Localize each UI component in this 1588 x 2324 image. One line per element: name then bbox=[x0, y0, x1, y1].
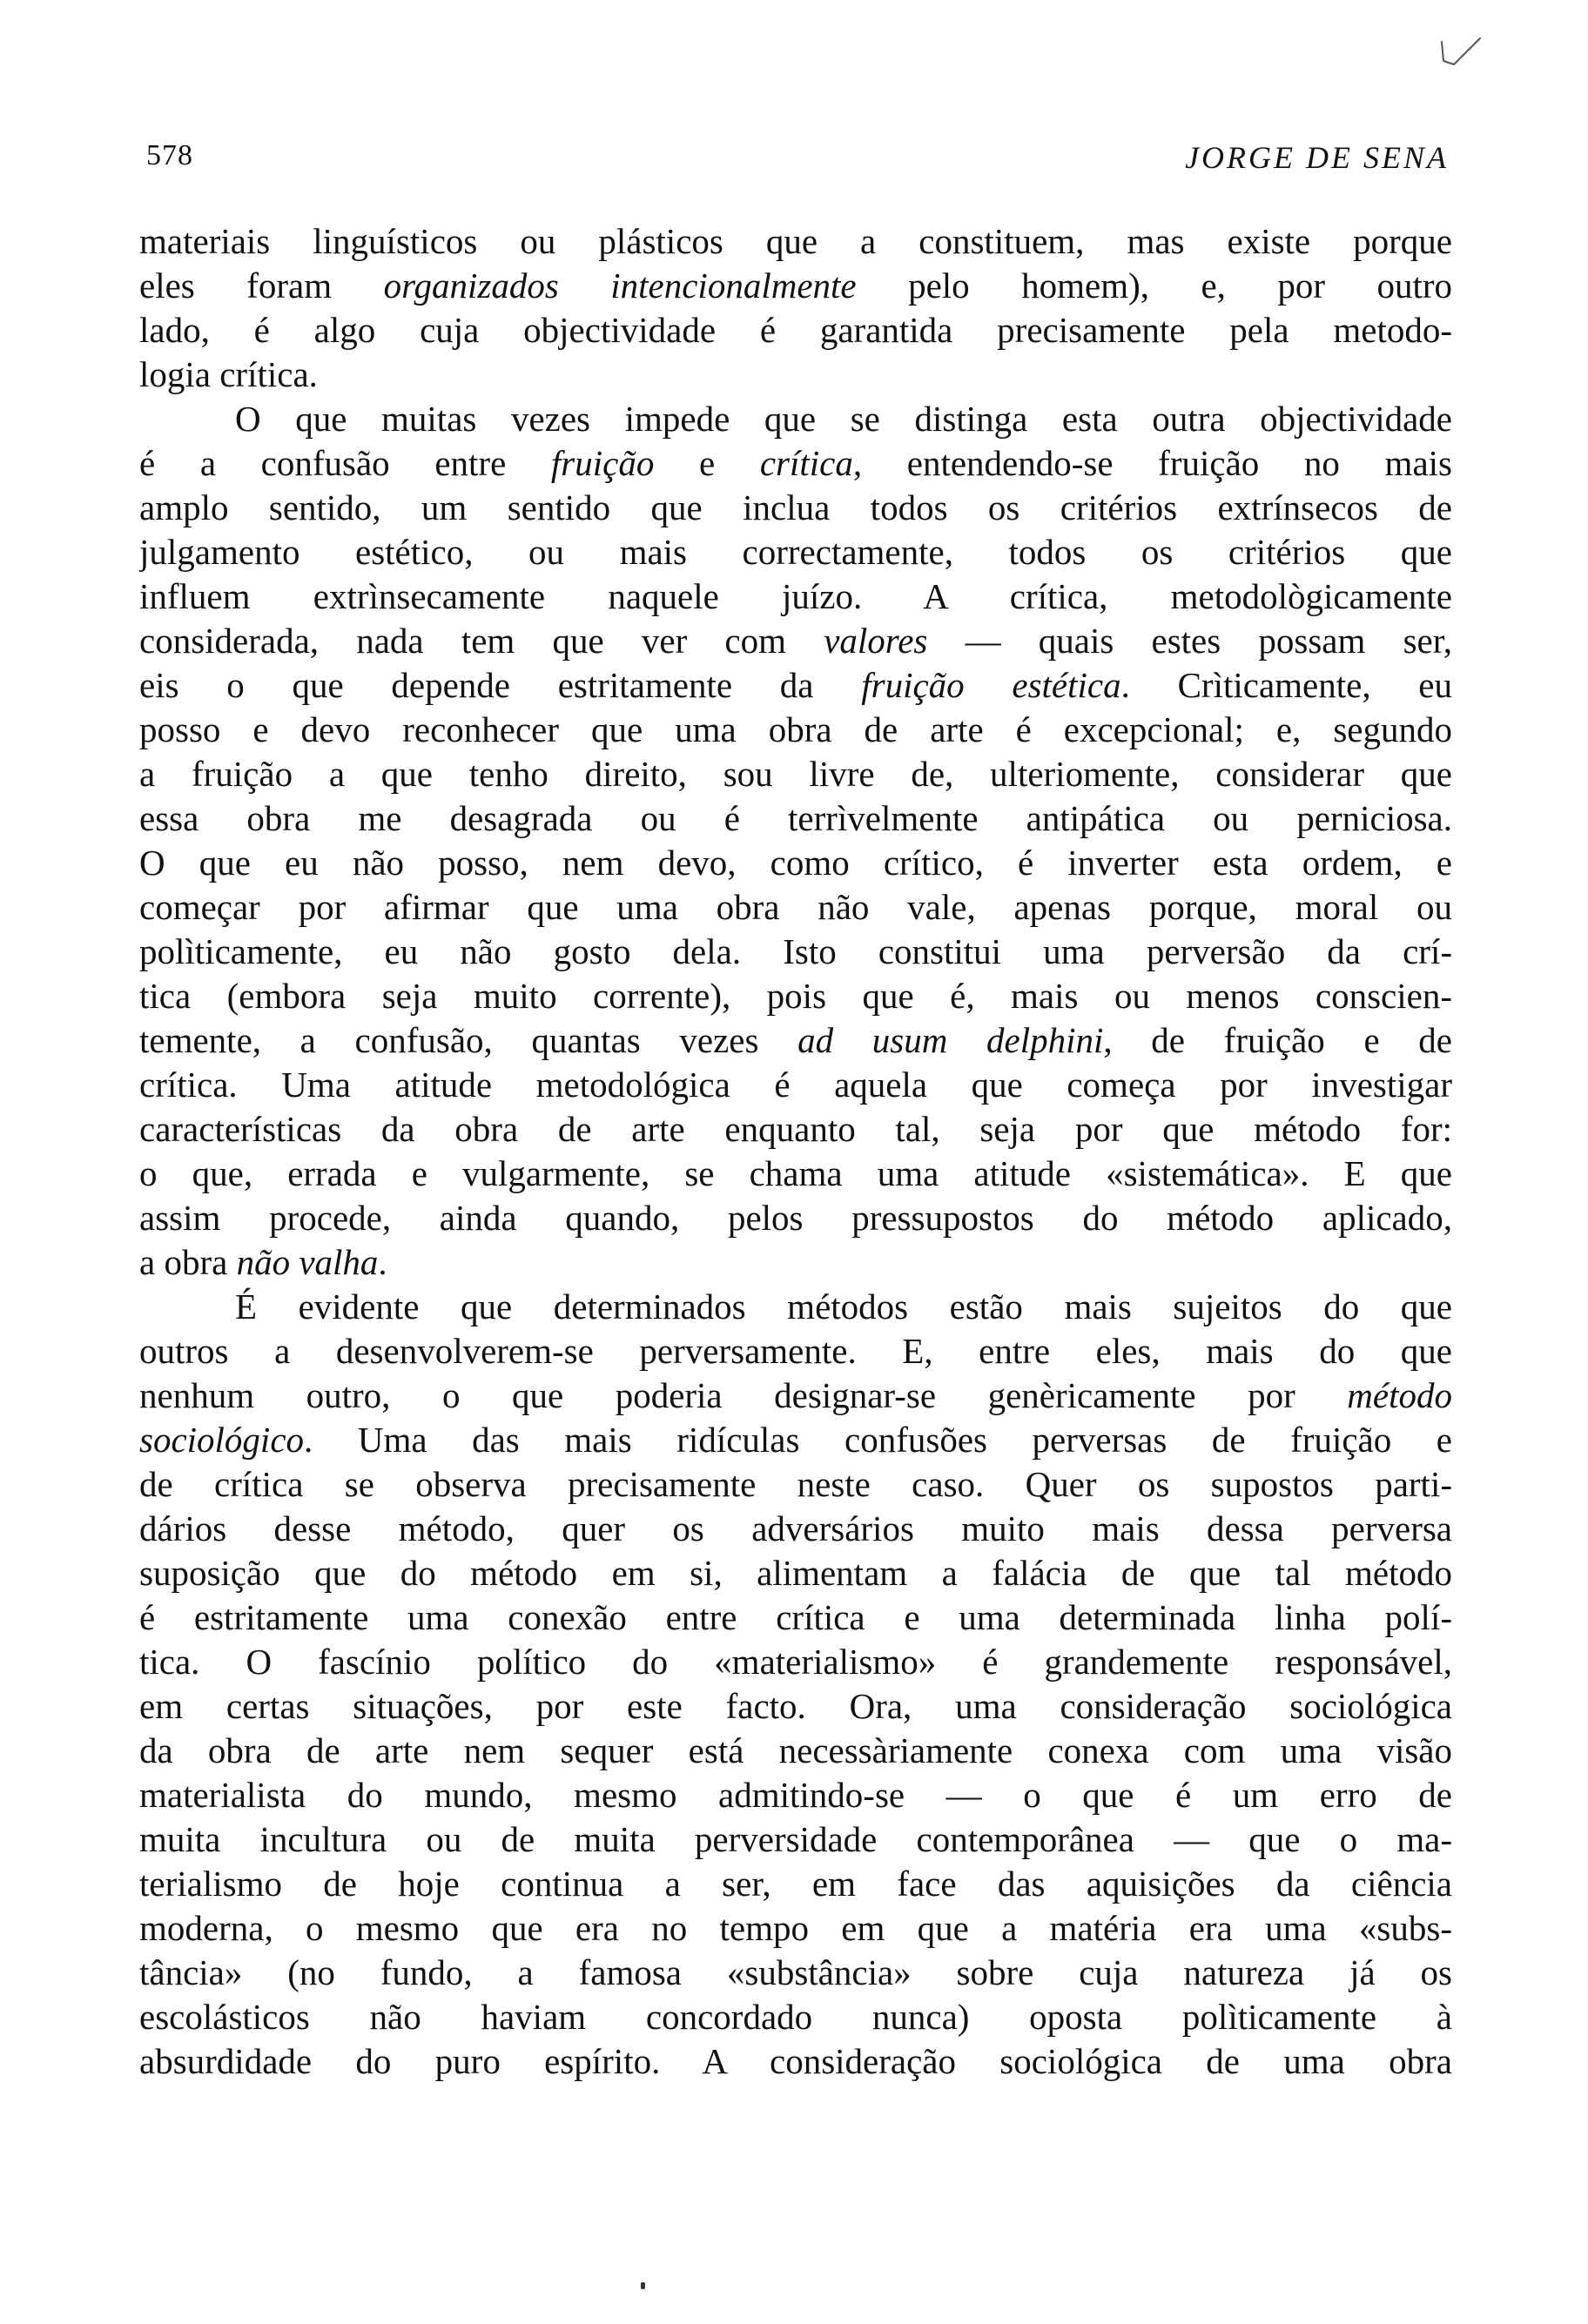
italic-text: fruição bbox=[550, 443, 655, 483]
text-line bbox=[139, 1862, 1452, 1906]
italic-text: sociológico bbox=[139, 1420, 305, 1460]
pencil-check-mark bbox=[1437, 35, 1485, 73]
text-run: essa obra me desagrada ou é terrìvelmente antipática ou perniciosa. bbox=[139, 798, 1452, 838]
text-line bbox=[139, 530, 1452, 574]
text-run: tica. O fascínio político do «materialismo» é grandemente responsável, bbox=[139, 1642, 1452, 1682]
text-run: julgamento estético, ou mais correctamente, todos os critérios que bbox=[139, 532, 1452, 572]
text-run: outros a desenvolverem-se perversamente. E, entre eles, mais do que bbox=[139, 1331, 1452, 1371]
text-line bbox=[139, 1196, 1452, 1240]
text-run: temente, a confusão, quantas vezes bbox=[139, 1020, 798, 1060]
text-line bbox=[139, 1684, 1452, 1729]
italic-text: organizados intencionalmente bbox=[383, 265, 857, 306]
text-line bbox=[139, 2039, 1452, 2084]
text-line bbox=[139, 708, 1452, 752]
text-run: e bbox=[654, 443, 760, 483]
text-line bbox=[139, 1107, 1452, 1152]
text-run: , de fruição e de bbox=[1103, 1020, 1452, 1060]
text-run: assim procede, ainda quando, pelos pressupostos do método aplicado, bbox=[139, 1198, 1452, 1238]
text-run: é a confusão entre bbox=[139, 443, 551, 483]
text-run: em certas situações, por este facto. Ora, uma consideração sociológica bbox=[139, 1686, 1452, 1726]
text-run: absurdidade do puro espírito. A consideração sociológica de uma obra bbox=[139, 2041, 1452, 2081]
text-line bbox=[139, 841, 1452, 885]
text-line bbox=[139, 397, 1452, 441]
text-line bbox=[139, 930, 1452, 974]
text-run: . Crìticamente, eu bbox=[1120, 665, 1452, 705]
text-run: influem extrìnsecamente naquele juízo. A crítica, metodològicamente bbox=[139, 576, 1452, 616]
text-run: dários desse método, quer os adversários muito mais dessa perversa bbox=[139, 1508, 1452, 1548]
text-run: de crítica se observa precisamente neste caso. Quer os supostos parti- bbox=[139, 1464, 1452, 1504]
italic-text: valores bbox=[824, 621, 928, 661]
text-line bbox=[139, 353, 1452, 397]
text-run: nenhum outro, o que poderia designar-se genèricamente por bbox=[139, 1375, 1348, 1415]
text-line bbox=[139, 1551, 1452, 1595]
text-line bbox=[139, 1374, 1452, 1418]
text-run: pelo homem), e, por outro bbox=[856, 265, 1452, 306]
text-run: o que, errada e vulgarmente, se chama uma atitude «sistemática». E que bbox=[139, 1153, 1452, 1193]
text-line bbox=[139, 974, 1452, 1018]
text-line bbox=[139, 308, 1452, 353]
text-line bbox=[139, 1152, 1452, 1196]
ink-speck bbox=[641, 2282, 645, 2289]
text-line bbox=[139, 1018, 1452, 1063]
text-line bbox=[139, 885, 1452, 930]
text-line bbox=[139, 1595, 1452, 1640]
italic-text: não valha bbox=[236, 1242, 379, 1282]
text-run: da obra de arte nem sequer está necessàriamente conexa com uma visão bbox=[139, 1730, 1452, 1770]
italic-text: ad usum delphini bbox=[797, 1020, 1104, 1060]
text-run: considerada, nada tem que ver com bbox=[139, 621, 824, 661]
text-run: começar por afirmar que uma obra não vale, apenas porque, moral ou bbox=[139, 887, 1452, 927]
text-run: lado, é algo cuja objectividade é garantida precisamente pela metodo- bbox=[139, 310, 1452, 350]
text-line bbox=[139, 441, 1452, 486]
text-line bbox=[139, 1773, 1452, 1817]
text-line bbox=[139, 1817, 1452, 1862]
italic-text: fruição estética bbox=[861, 665, 1121, 705]
text-run: eis o que depende estritamente da bbox=[139, 665, 862, 705]
text-line bbox=[139, 1063, 1452, 1107]
text-run: terialismo de hoje continua a ser, em face das aquisições da ciência bbox=[139, 1864, 1452, 1904]
text-line bbox=[139, 574, 1452, 619]
text-line bbox=[139, 486, 1452, 530]
text-run: amplo sentido, um sentido que inclua todos os critérios extrínsecos de bbox=[139, 487, 1452, 527]
text-line bbox=[139, 1729, 1452, 1773]
text-run: materiais linguísticos ou plásticos que a constituem, mas existe porque bbox=[139, 221, 1452, 261]
text-run: . bbox=[378, 1242, 387, 1282]
text-run: — quais estes possam ser, bbox=[927, 621, 1452, 661]
text-run: tica (embora seja muito corrente), pois que é, mais ou menos conscien- bbox=[139, 976, 1452, 1016]
text-line bbox=[139, 1906, 1452, 1951]
text-run: O que eu não posso, nem devo, como crítico, é inverter esta ordem, e bbox=[139, 843, 1452, 883]
text-run: logia crítica. bbox=[139, 354, 318, 394]
text-run: crítica. Uma atitude metodológica é aquela que começa por investigar bbox=[139, 1065, 1452, 1105]
text-line bbox=[139, 752, 1452, 796]
text-line bbox=[139, 1240, 1452, 1285]
text-run: É evidente que determinados métodos estão mais sujeitos do que bbox=[235, 1286, 1452, 1327]
text-run: , entendendo-se fruição no mais bbox=[852, 443, 1452, 483]
text-run: suposição que do método em si, alimentam a falácia de que tal método bbox=[139, 1553, 1452, 1593]
text-run: tância» (no fundo, a famosa «substância» sobre cuja natureza já os bbox=[139, 1952, 1452, 1992]
text-line bbox=[139, 1285, 1452, 1329]
text-line bbox=[139, 1507, 1452, 1551]
text-line bbox=[139, 1462, 1452, 1507]
text-line bbox=[139, 1995, 1452, 2039]
text-run: eles foram bbox=[139, 265, 384, 306]
text-run: moderna, o mesmo que era no tempo em que a matéria era uma «subs- bbox=[139, 1908, 1452, 1948]
text-line bbox=[139, 1951, 1452, 1995]
page-number: 578 bbox=[146, 139, 193, 171]
text-run: materialista do mundo, mesmo admitindo-se — o que é um erro de bbox=[139, 1775, 1452, 1815]
italic-text: método bbox=[1347, 1375, 1452, 1415]
text-run: a obra bbox=[139, 1242, 237, 1282]
text-run: posso e devo reconhecer que uma obra de arte é excepcional; e, segundo bbox=[139, 709, 1452, 749]
text-run: polìticamente, eu não gosto dela. Isto constitui uma perversão da crí- bbox=[139, 931, 1452, 971]
page-header bbox=[146, 139, 1449, 183]
text-run: . Uma das mais ridículas confusões perversas de fruição e bbox=[304, 1420, 1452, 1460]
italic-text: crítica bbox=[759, 443, 853, 483]
text-run: a fruição a que tenho direito, sou livre de, ulteriomente, considerar que bbox=[139, 754, 1452, 794]
text-line bbox=[139, 219, 1452, 264]
text-line bbox=[139, 264, 1452, 308]
text-run: escolásticos não haviam concordado nunca) oposta polìticamente à bbox=[139, 1997, 1452, 2037]
text-line bbox=[139, 619, 1452, 663]
running-head: JORGE DE SENA bbox=[1185, 140, 1449, 175]
text-line bbox=[139, 796, 1452, 841]
text-line bbox=[139, 663, 1452, 708]
body-text bbox=[139, 219, 1452, 2084]
text-run: características da obra de arte enquanto tal, seja por que método for: bbox=[139, 1109, 1452, 1149]
text-line bbox=[139, 1329, 1452, 1374]
text-run: é estritamente uma conexão entre crítica e uma determinada linha polí- bbox=[139, 1597, 1452, 1637]
text-run: muita incultura ou de muita perversidade contemporânea — que o ma- bbox=[139, 1819, 1452, 1859]
text-line bbox=[139, 1640, 1452, 1684]
text-line bbox=[139, 1418, 1452, 1462]
text-run: O que muitas vezes impede que se distinga esta outra objectividade bbox=[235, 399, 1452, 439]
